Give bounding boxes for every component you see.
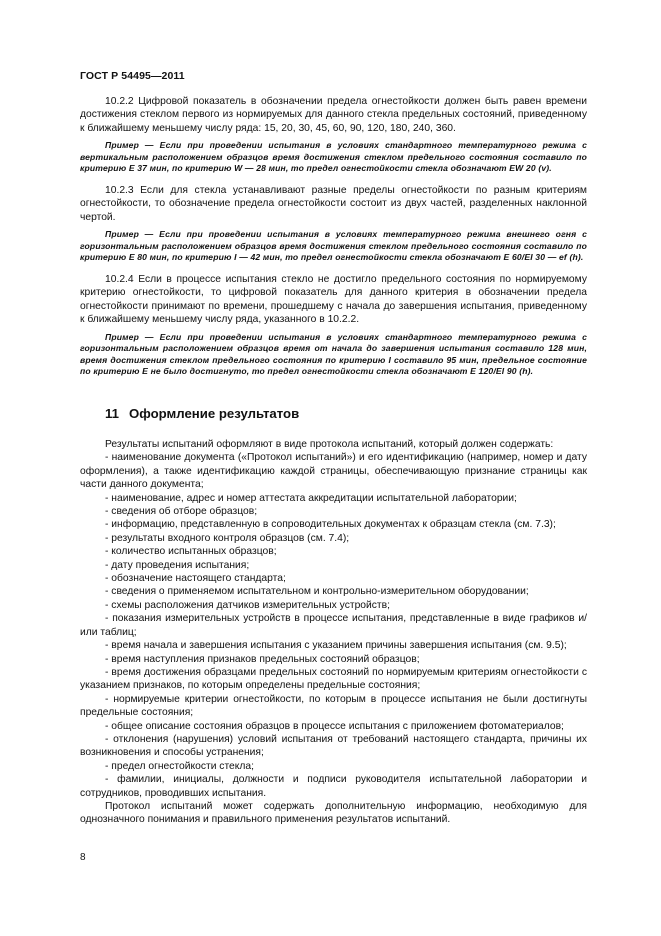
section-title: Оформление результатов (128, 406, 300, 421)
list-item: - сведения об отборе образцов; (105, 506, 258, 518)
example-1: Пример — Если при проведении испытания в условиях стандартного температурного режима с вертикальным расположением образцов время достижения стеклом предельного состояния составило по критерию E 37 мин, по критерию W — 28 мин, то предел огнестойкости стекла обозначают EW 20 (v). (80, 140, 587, 174)
section-11-heading (105, 406, 587, 422)
page-number: 8 (80, 852, 86, 863)
list-item: - нормируемые критерии огнестойкости, по которым в процессе испытания не были достигнуты предельные состояния; (80, 693, 587, 719)
list-item: - время достижения образцами предельных состояний по нормируемым критериям огнестойкости с указанием признаков, по которым определены предельные состояния; (80, 666, 587, 692)
section-11-intro: Результаты испытаний оформляют в виде протокола испытаний, который должен содержать: (105, 439, 554, 450)
list-item: - сведения о применяемом испытательном и контрольно-измерительном оборудовании; (105, 586, 529, 598)
list-item: - время наступления признаков предельных состояний образцов; (105, 653, 420, 665)
document-code-header: ГОСТ Р 54495—2011 (80, 70, 185, 82)
list-item: - общее описание состояния образцов в процессе испытания с приложением фотоматериалов; (105, 720, 564, 732)
clause-10-2-4: 10.2.4 Если в процессе испытания стекло не достигло предельного состояния по нормируемому критерию огнестойкости, то цифровой показатель для данного критерия в обозначении предела огнестойкости принимают по времени, прошедшему с начала до завершения испытания, приведенному к ближайшему меньшему числу ряда, указанного в 10.2.2. (80, 274, 587, 326)
list-item: - наименование, адрес и номер аттестата аккредитации испытательной лаборатории; (105, 492, 517, 504)
list-item: - информацию, представленную в сопроводительных документах к образцам стекла (см. 7.3); (105, 519, 556, 531)
list-item: - обозначение настоящего стандарта; (105, 573, 286, 585)
list-item: - схемы расположения датчиков измерительных устройств; (105, 599, 390, 611)
page-content (80, 95, 587, 827)
list-item: - отклонения (нарушения) условий испытания от требований настоящего стандарта, причины их возникновения и способы устранения; (80, 733, 587, 759)
list-item: - фамилии, инициалы, должности и подписи руководителя испытательной лаборатории и сотрудников, проводивших испытания. (80, 774, 587, 799)
list-item: - время начала и завершения испытания с указанием причины завершения испытания (см. 9.5); (105, 640, 567, 652)
section-number: 11 (105, 406, 119, 421)
list-item: - количество испытанных образцов; (105, 546, 277, 558)
clause-10-2-3: 10.2.3 Если для стекла устанавливают разные пределы огнестойкости по разным критериям огнестойкости, то обозначение предела огнестойкости состоит из двух частей, разделенных наклонной чертой. (80, 185, 587, 223)
list-item: - показания измерительных устройств в процессе испытания, представленные в виде графиков и/или таблиц; (80, 613, 587, 638)
list-item: - результаты входного контроля образцов (см. 7.4); (105, 532, 350, 544)
list-item: - дату проведения испытания; (105, 559, 250, 571)
example-2: Пример — Если при проведении испытания в условиях температурного режима внешнего огня с горизонтальным расположением образцов время достижения стеклом предельного состояния составило по критерию E 80 мин, по критерию I — 42 мин, то предел огнестойкости стекла обозначают E 60/EI 30 — ef (h). (80, 229, 587, 263)
example-3: Пример — Если при проведении испытания в условиях стандартного температурного режима с горизонтальным расположением образцов время от начала до завершения испытания составило 128 мин, время достижения стеклом предельного состояния по критерию I составило 95 мин, предельное состояние по критерию E не было достигнуто, то предел огнестойкости стекла обозначают E 120/EI 90 (h). (80, 331, 587, 377)
list-item: - предел огнестойкости стекла; (105, 760, 254, 772)
requirements-list (80, 451, 587, 800)
section-11-closing: Протокол испытаний может содержать дополнительную информацию, необходимую для однозначного понимания и правильного применения результатов испытаний. (80, 800, 587, 826)
clause-10-2-2: 10.2.2 Цифровой показатель в обозначении предела огнестойкости должен быть равен времени достижения стеклом первого из нормируемых для данного стекла предельных состояний, приведенному к ближайшему меньшему числу ряда: 15, 20, 30, 45, 60, 90, 120, 180, 240, 360. (80, 96, 587, 134)
list-item: - наименование документа («Протокол испытаний») и его идентификацию (например, номер и дату оформления), а также идентификацию каждой страницы, обеспечивающую признание страницы как части данного документа; (80, 452, 587, 491)
